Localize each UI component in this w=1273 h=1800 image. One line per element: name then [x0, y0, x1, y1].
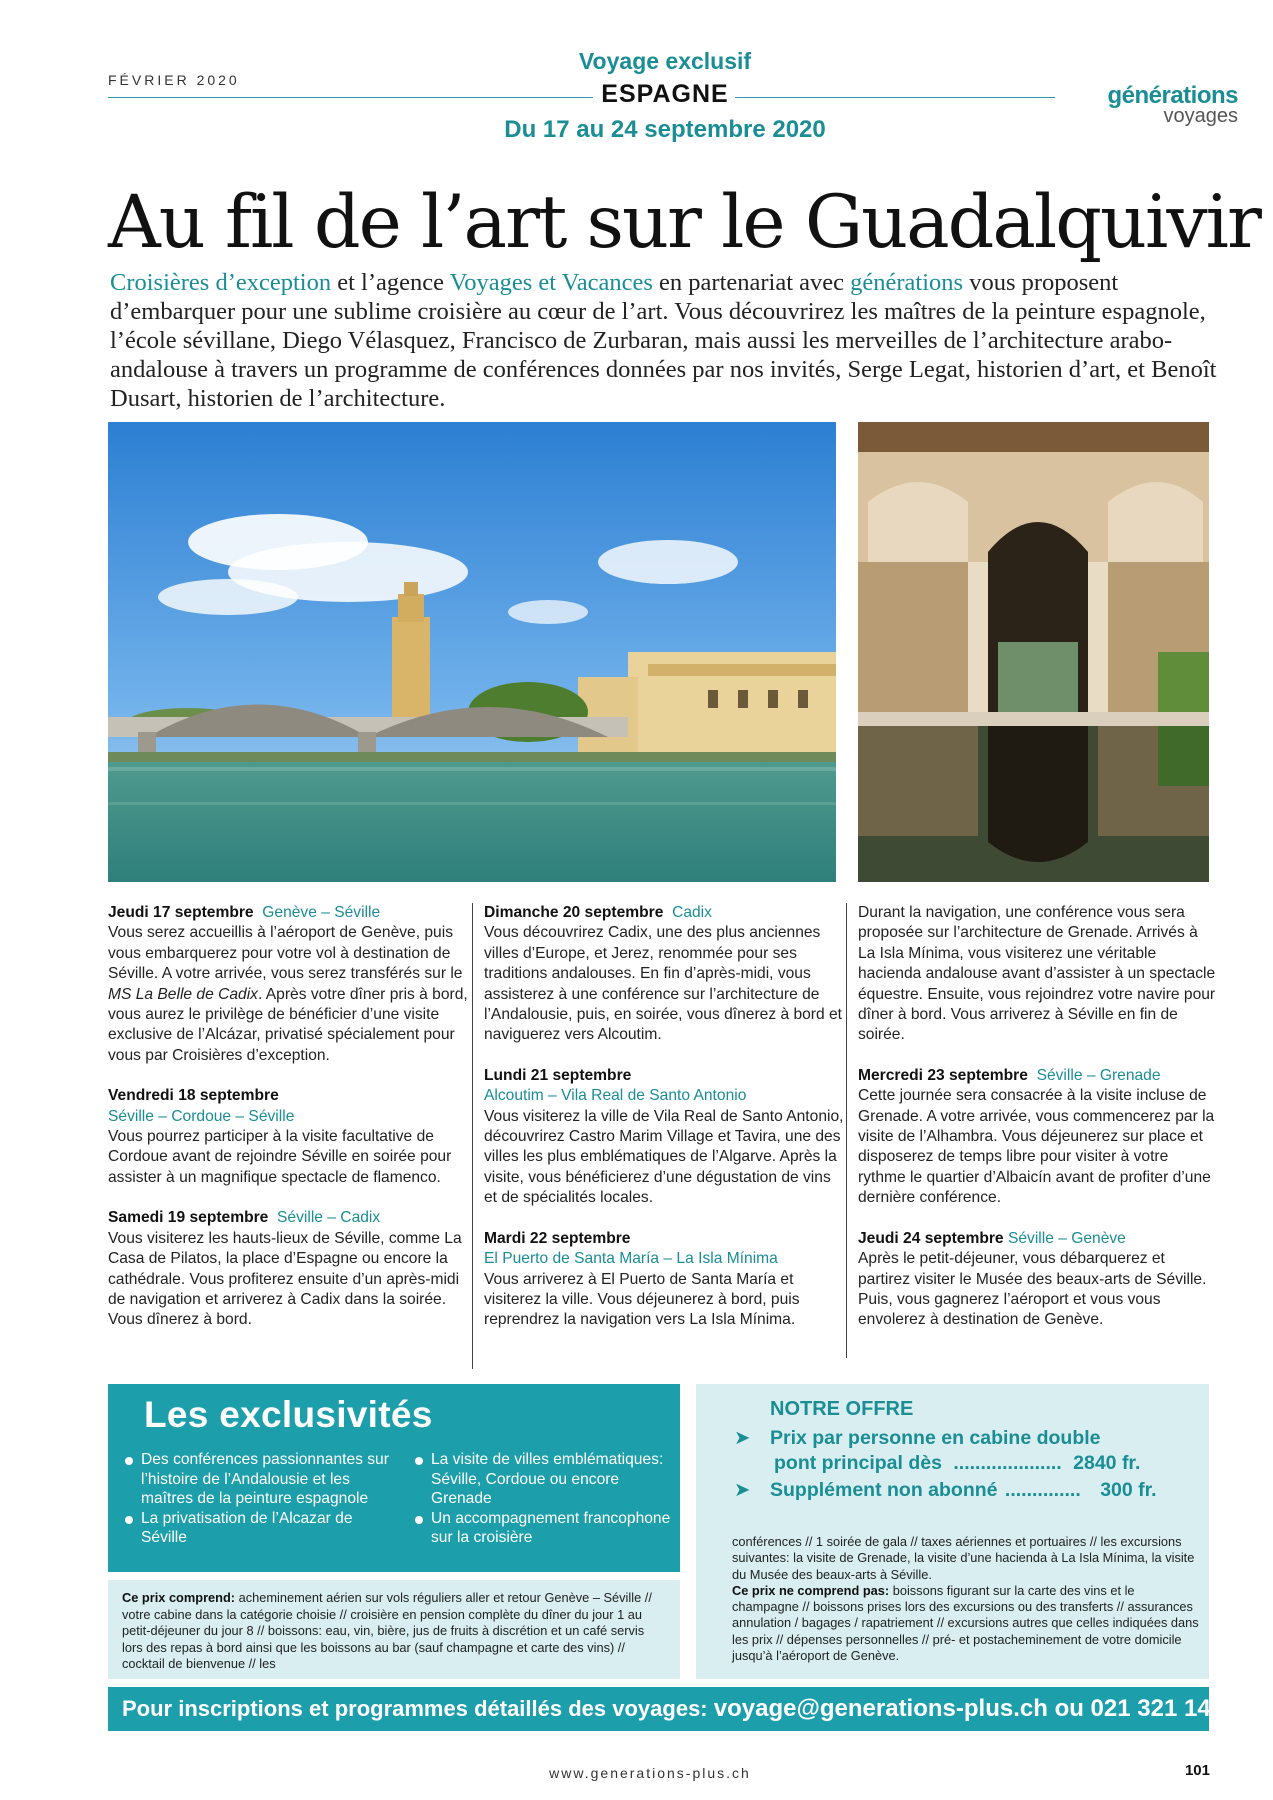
offer-dots: .............. [1004, 1479, 1081, 1501]
list-item: La visite de villes emblématiques: Séville, Cordoue ou encore Grenade [412, 1450, 672, 1509]
trip-dates: Du 17 au 24 septembre 2020 [504, 116, 826, 143]
day-route: El Puerto de Santa María – La Isla Mínima [484, 1250, 778, 1268]
column-divider [472, 903, 473, 1369]
brand-line-2: voyages [1163, 105, 1238, 127]
website-url: www.generations-plus.ch [549, 1765, 751, 1781]
day-heading: Mardi 22 septembre [484, 1229, 631, 1247]
itinerary-day [858, 903, 1218, 1046]
price-includes-box [108, 1580, 680, 1679]
itinerary-day [108, 903, 470, 1066]
itinerary-column-3 [858, 903, 1218, 1351]
contact-details: voyage@generations-plus.ch ou 021 321 14 21 [713, 1695, 1245, 1722]
issue-date: FÉVRIER 2020 [108, 72, 240, 88]
offer-line-3 [734, 1478, 1157, 1502]
itinerary-column-2 [484, 903, 846, 1351]
day-text: Vous arriverez à El Puerto de Santa María et visiterez la ville. Vous déjeunerez à bord, puis reprendrez la navigation vers La Isla Mínima. [484, 1270, 800, 1329]
itinerary-day [484, 903, 846, 1046]
arrow-right-icon: ➤ [734, 1479, 751, 1501]
photo-seville-river-art [108, 422, 836, 882]
includes-text: acheminement aérien sur vols réguliers aller et retour Genève – Séville // votre cabine dans la catégorie choisie // croisière en pension complète du dîner du jour 1 au petit-déjeuner du jour 8 // boissons: eau, vin, bière, jus de fruits à discrétion et un café servis lors des repas à bord ainsi que les boissons au bar (sauf champagne et carte des vins) // cocktail de bienvenue // les [122, 1590, 652, 1672]
itinerary-day [858, 1229, 1218, 1331]
offer-title: NOTRE OFFRE [770, 1398, 914, 1420]
trip-country: ESPAGNE [601, 80, 729, 108]
page-number: 101 [1184, 1762, 1210, 1779]
excludes-text: boissons figurant sur la carte des vins et le champagne // boissons prises lors des excursions ou des transferts // assurances annulation / bagages / rapatriement // excursions autres que celles indiquées dans les prix // dépenses personnelles // pré- et postacheminement de votre domicile jusqu’à l’aéroport de Genève. [732, 1582, 1199, 1664]
intro-text-3: vous proposent d’embarquer pour une sublime croisière au cœur de l’art. Vous découvrirez les maîtres de la peinture espagnole, l’école sévillane, Diego Vélasquez, Francisco de Zurbaran, mais aussi les merveilles de l’architecture arabo-andalouse à travers un programme de conférences données par nos invités, Serge Legat, historien d’art, et Benoît Dusart, historien de l’architecture. [110, 269, 1217, 412]
day-route: Séville – Cordoue – Séville [108, 1107, 295, 1125]
day-text: Après le petit-déjeuner, vous débarquerez et partirez visiter le Musée des beaux-arts de Séville. Puis, vous gagnerez l’aéroport et vous vous envolerez à destination de Genève. [858, 1250, 1207, 1329]
offer-text: Prix par personne en cabine double [770, 1427, 1101, 1449]
itinerary-day [108, 1086, 470, 1188]
arrow-right-icon: ➤ [734, 1427, 751, 1449]
day-text: Durant la navigation, une conférence vous sera proposée sur l’architecture de Grenade. Arrivés à La Isla Mínima, vous visiterez une véritable hacienda andalouse avant d’assister à un spectacle équestre. Ensuite, vous rejoindrez votre navire pour dîner à bord. Vous arriverez à Séville en fin de soirée. [858, 904, 1216, 1044]
day-text [108, 923, 470, 1066]
day-heading: Jeudi 17 septembre [108, 904, 254, 921]
day-route: Séville – Genève [1007, 1229, 1126, 1247]
offer-price: 300 fr. [1100, 1479, 1157, 1501]
itinerary-day [858, 1066, 1218, 1209]
includes-text: conférences // 1 soirée de gala // taxes aériennes et portuaires // les excursions suivantes: la visite de Grenade, la visite d’une hacienda à La Isla Mínima, la visite du Musée des beaux-arts à Séville. [732, 1534, 1195, 1582]
photo-seville-river [108, 422, 836, 882]
offer-text: pont principal dès [774, 1452, 942, 1474]
brand-line-1: générations [1107, 82, 1238, 109]
itinerary-day [484, 1229, 846, 1331]
day-text: Vous visiterez la ville de Vila Real de Santo Antonio, découvrirez Castro Marim Village et Tavira, une des villes les plus emblématiques de l’Algarve. Après la visite, vous bénéficierez d’une dégustation de vins et de spécialités locales. [484, 1107, 844, 1207]
contact-bar [108, 1687, 1245, 1731]
day-route: Cadix [672, 904, 712, 921]
offer-price: 2840 fr. [1073, 1452, 1141, 1474]
article-intro [110, 268, 1220, 413]
day-heading: Samedi 19 septembre [108, 1209, 269, 1227]
offer-line-2 [774, 1452, 1140, 1475]
exclusivities-list-right [412, 1450, 672, 1548]
intro-partner-2: Voyages et Vacances [449, 269, 653, 296]
day-heading: Lundi 21 septembre [484, 1066, 632, 1084]
day-heading: Dimanche 20 septembre [484, 904, 664, 921]
intro-partner-1: Croisières d’exception [110, 269, 332, 296]
article-title: Au fil de l’art sur le Guadalquivir [108, 180, 1260, 265]
intro-text-1: et l’agence [331, 269, 450, 296]
day-text: Vous découvrirez Cadix, une des plus anciennes villes d’Europe, et Jerez, renommée pour ses traditions andalouses. En fin d’après-midi, vous assisterez à une conférence sur l’architecture de l’Andalousie, puis, en soirée, vous dînerez à bord et naviguerez vers Alcoutim. [484, 924, 843, 1044]
day-route: Séville – Grenade [1036, 1066, 1161, 1084]
day-text: Vous visiterez les hauts-lieux de Séville, comme La Casa de Pilatos, la place d’Espagne ou encore la cathédrale. Vous profiterez ensuite d’un après-midi de navigation et arriverez à Cadix dans la soirée. Vous dînerez à bord. [108, 1229, 462, 1329]
day-heading: Jeudi 24 septembre [858, 1229, 1004, 1247]
excludes-label: Ce prix ne comprend pas: [732, 1582, 890, 1598]
contact-cta: Pour inscriptions et programmes détaillés des voyages: [122, 1696, 714, 1721]
day-text: Cette journée sera consacrée à la visite incluse de Grenade. A votre arrivée, vous commencerez par la visite de l’Alhambra. Vous déjeunerez sur place et disposerez de temps libre pour visiter à votre rythme le quartier d’Albaicín avant de profiter d’une dernière conférence. [858, 1087, 1215, 1207]
exclusivities-list-left [122, 1450, 392, 1548]
brand-logo [1058, 84, 1238, 126]
list-item: La privatisation de l’Alcazar de Séville [122, 1509, 392, 1548]
photo-alhambra-art [858, 422, 1209, 882]
includes-label: Ce prix comprend: [122, 1590, 236, 1605]
day-route: Séville – Cadix [277, 1209, 381, 1227]
day-heading: Vendredi 18 septembre [108, 1087, 279, 1105]
photo-alhambra [858, 422, 1209, 882]
offer-line-1 [734, 1426, 1101, 1450]
day-text-part: Vous serez accueillis à l’aéroport de Genève, puis vous embarquerez pour votre vol à destination de Séville. A votre arrivée, vous serez transférés sur le [108, 924, 463, 983]
intro-partner-3: générations [850, 269, 964, 296]
day-text: Vous pourrez participer à la visite facultative de Cordoue avant de rejoindre Séville en soirée pour assister à un magnifique spectacle de flamenco. [108, 1128, 452, 1186]
exclusivities-box [108, 1384, 680, 1572]
exclusivities-title: Les exclusivités [144, 1394, 433, 1435]
column-divider [846, 903, 847, 1358]
price-includes-continued-box [696, 1524, 1209, 1679]
trip-kicker: Voyage exclusif [578, 48, 752, 74]
day-route: Alcoutim – Vila Real de Santo Antonio [484, 1087, 747, 1105]
list-item: Des conférences passionnantes sur l’histoire de l’Andalousie et les maîtres de la peinture espagnole [122, 1450, 392, 1509]
intro-text-2: en partenariat avec [652, 269, 851, 296]
itinerary-day [484, 1066, 846, 1209]
ship-name: MS La Belle de Cadix [108, 985, 258, 1003]
day-route: Genève – Séville [262, 904, 381, 921]
offer-dots: .................... [953, 1452, 1062, 1474]
day-text-part: . Après votre dîner pris à bord, vous aurez le privilège de bénéficier d’une visite exclusive de l’Alcázar, privatisé spécialement pour vous par Croisières d’exception. [108, 985, 468, 1064]
day-heading: Mercredi 23 septembre [858, 1066, 1028, 1084]
list-item: Un accompagnement francophone sur la croisière [412, 1509, 672, 1548]
itinerary-day [108, 1208, 470, 1330]
offer-text: Supplément non abonné [770, 1479, 998, 1501]
includes-continued [732, 1534, 1202, 1664]
itinerary-column-1 [108, 903, 470, 1351]
